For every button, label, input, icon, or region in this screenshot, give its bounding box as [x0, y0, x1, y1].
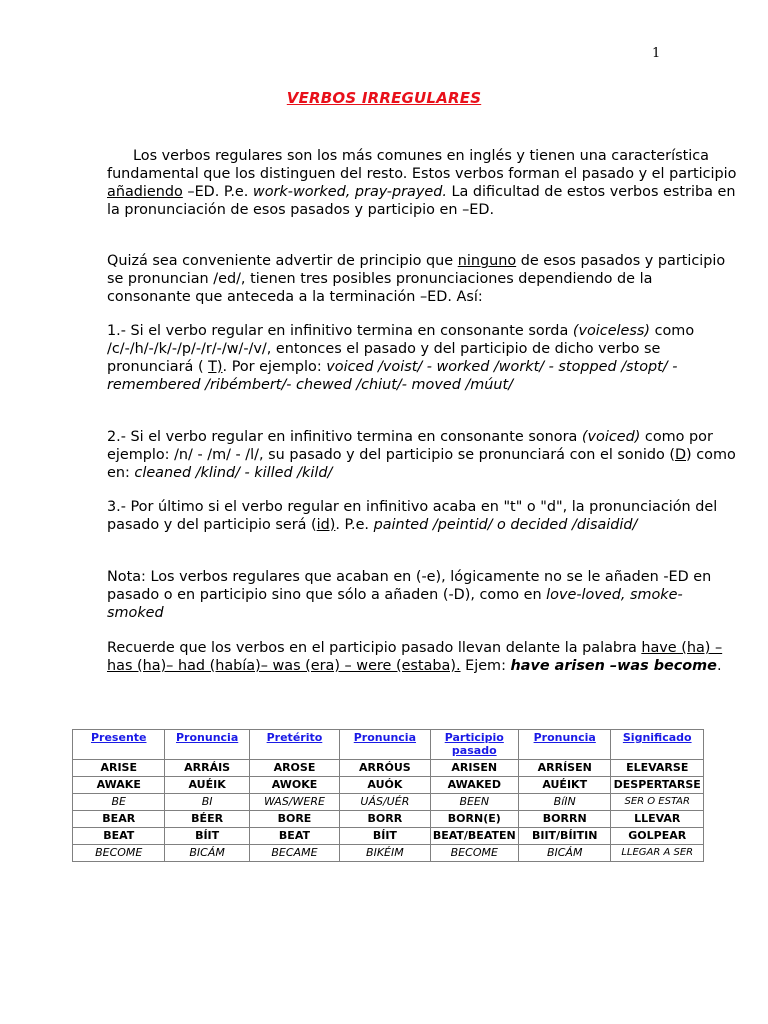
- table-cell: GOLPEAR: [611, 828, 704, 845]
- table-cell: DESPERTARSE: [611, 777, 704, 794]
- table-cell: BECOME: [73, 845, 165, 862]
- table-cell: BE: [73, 794, 165, 811]
- table-cell: AWOKE: [249, 777, 339, 794]
- table-cell: BEAT/BEATEN: [430, 828, 518, 845]
- table-cell: SER O ESTAR: [611, 794, 704, 811]
- table-cell: AUÓK: [340, 777, 430, 794]
- page-number: 1: [652, 46, 661, 61]
- column-header-pronuncia[interactable]: Pronuncia: [165, 730, 249, 760]
- table-cell: BECOME: [430, 845, 518, 862]
- table-cell: BECAME: [249, 845, 339, 862]
- column-header-participio[interactable]: Participio pasado: [430, 730, 518, 760]
- paragraph-rule-3: 3.- Por último si el verbo regular en infinitivo acaba en "t" o "d", la pronunciación del pasado y del participio será (id). P.e. painted /peintid/ o decided /disaidid/: [107, 499, 718, 533]
- table-cell: BIKÉIM: [340, 845, 430, 862]
- table-row: [73, 828, 704, 845]
- table-cell: BEEN: [430, 794, 518, 811]
- table-cell: ARRÁIS: [165, 760, 249, 777]
- table-cell: BICÁM: [165, 845, 249, 862]
- table-row: [73, 760, 704, 777]
- column-header-presente[interactable]: Presente: [73, 730, 165, 760]
- table-cell: BIIT/BÍITIN: [518, 828, 610, 845]
- table-cell: BÍIT: [165, 828, 249, 845]
- table-cell: BICÁM: [518, 845, 610, 862]
- table-cell: BORE: [249, 811, 339, 828]
- paragraph-rule-2: 2.- Si el verbo regular en infinitivo termina en consonante sonora (voiced) como por ejemplo: /n/ - /m/ - /l/, su pasado y del participio se pronunciará con el sonido (D) como en: cleaned /klind/ - killed /kild/: [107, 429, 736, 481]
- table-cell: AUÉIKT: [518, 777, 610, 794]
- table-cell: BORN(E): [430, 811, 518, 828]
- table-cell: BEAR: [73, 811, 165, 828]
- paragraph-intro: Los verbos regulares son los más comunes en inglés y tienen una característica fundamental que los distinguen del resto. Estos verbos forman el pasado y el participio añadiendo –ED. P.e. work-worked, pray-prayed. La dificultad de estos verbos estriba en la pronunciación de esos pasados y participio en –ED.: [107, 148, 737, 218]
- table-cell: BORR: [340, 811, 430, 828]
- paragraph-note: Nota: Los verbos regulares que acaban en (-e), lógicamente no se le añaden -ED en pasado o en participio sino que sólo a añaden (-D), como en love-loved, smoke-smoked: [107, 569, 712, 621]
- table-cell: ARRÓUS: [340, 760, 430, 777]
- table-cell: LLEGAR A SER: [611, 845, 704, 862]
- table-cell: BÍIT: [340, 828, 430, 845]
- column-header-significado[interactable]: Significado: [611, 730, 704, 760]
- table-cell: ARISE: [73, 760, 165, 777]
- table-cell: WAS/WERE: [249, 794, 339, 811]
- column-header-pronuncia[interactable]: Pronuncia: [340, 730, 430, 760]
- table-row: [73, 811, 704, 828]
- table-cell: BEAT: [249, 828, 339, 845]
- table-header-row: [73, 730, 704, 760]
- table-cell: ELEVARSE: [611, 760, 704, 777]
- table-cell: AWAKED: [430, 777, 518, 794]
- column-header-pronuncia[interactable]: Pronuncia: [518, 730, 610, 760]
- table-cell: BORRN: [518, 811, 610, 828]
- table-cell: BÉER: [165, 811, 249, 828]
- table-row: [73, 845, 704, 862]
- table-cell: BíIN: [518, 794, 610, 811]
- table-cell: AUÉIK: [165, 777, 249, 794]
- table-cell: UÁS/UÉR: [340, 794, 430, 811]
- table-cell: LLEVAR: [611, 811, 704, 828]
- paragraph-rule-1: 1.- Si el verbo regular en infinitivo termina en consonante sorda (voiceless) como /c/-/h/-/k/-/p/-/r/-/w/-/v/, entonces el pasado y del participio de dicho verbo se pronunciará ( T). Por ejemplo: voiced /voist/ - worked /workt/ - stopped /stopt/ - remembered /ribémbert/- chewed /chiut/- moved /múut/: [107, 323, 695, 393]
- table-cell: ARISEN: [430, 760, 518, 777]
- document-title: VERBOS IRREGULARES: [286, 89, 482, 107]
- table-cell: AROSE: [249, 760, 339, 777]
- table-row: [73, 794, 704, 811]
- paragraph-pronunciation: Quizá sea conveniente advertir de principio que ninguno de esos pasados y participio se pronuncian /ed/, tienen tres posibles pronunciaciones dependiendo de la consonante que anteceda a la terminación –ED. Así:: [107, 253, 726, 305]
- paragraph-reminder: Recuerde que los verbos en el participio pasado llevan delante la palabra have (ha) – has (ha)– had (había)– was (era) – were (estaba). Ejem: have arisen –was become.: [107, 640, 723, 674]
- table-cell: ARRÍSEN: [518, 760, 610, 777]
- table-cell: BEAT: [73, 828, 165, 845]
- table-cell: BI: [165, 794, 249, 811]
- table-row: [73, 777, 704, 794]
- irregular-verbs-table: [72, 729, 704, 862]
- table-cell: AWAKE: [73, 777, 165, 794]
- column-header-preterito[interactable]: Pretérito: [249, 730, 339, 760]
